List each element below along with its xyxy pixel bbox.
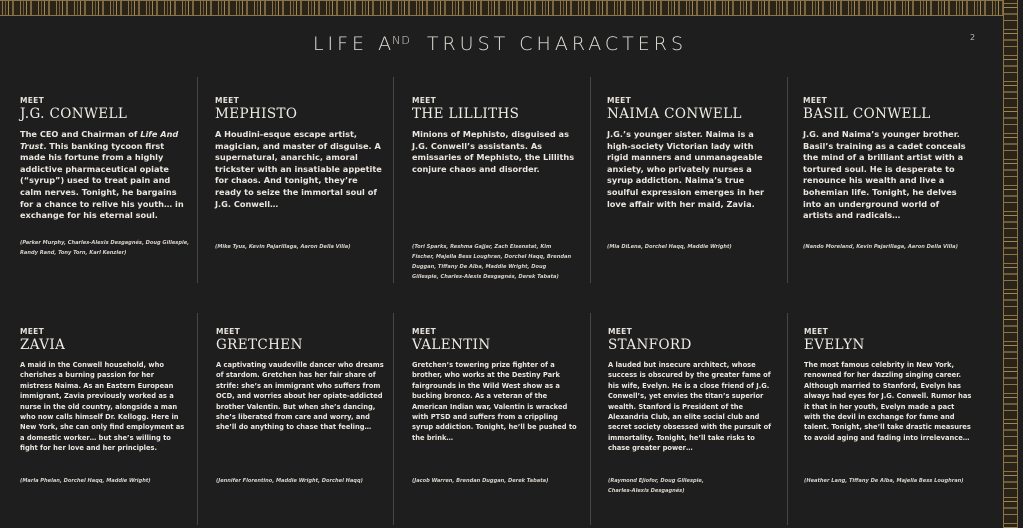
character-description: J.G. and Naima’s younger brother. Basil’s training as a cadet conceals the mind of a brilliant artist with a tortured soul. He is desperate to renounce his wealth and live a bohemian life. Tonight, he delves into an underground world of artists and radicals…	[803, 129, 966, 221]
character-card-mephisto	[215, 96, 383, 210]
character-name: VALENTIN	[412, 337, 491, 353]
title-part: LIFE A	[312, 33, 396, 55]
cast-list: (Marla Phelan, Dorchel Haqq, Maddie Wright)	[20, 478, 151, 484]
column-divider	[197, 77, 198, 283]
column-divider	[393, 313, 394, 525]
meet-label: MEET	[215, 96, 240, 105]
character-name: STANFORD	[608, 337, 692, 353]
cast-list: (Heather Lang, Tiffany De Alba, Majella Bess Loughran)	[804, 478, 964, 484]
meet-label: MEET	[20, 96, 45, 105]
title-part-small: ND	[392, 34, 411, 47]
character-card-the-lilliths	[412, 96, 580, 175]
cast-list: (Mia DiLena, Dorchel Haqq, Maddie Wright)	[607, 244, 732, 250]
meet-label: MEET	[412, 96, 437, 105]
character-description: A lauded but insecure architect, whose success is obscured by the greater fame of his wife, Evelyn. He is a close friend of J.G. Conwell’s, yet envies the titan’s superior wealth. Stanford is President of the Alexandria Club, an elite social club and secret society obsessed with the pursuit of immortality. Tonight, he’ll take risks to chase greater power…	[608, 361, 772, 453]
character-card-valentin	[412, 327, 580, 443]
page-title	[0, 33, 1000, 55]
character-description: The most famous celebrity in New York, renowned for her dazzling singing career. Although married to Stanford, Evelyn has always had eyes for J.G. Conwell. Rumor has it that in her youth, Evelyn made a pact with the devil in exchange for fame and talent. Tonight, she’ll take drastic measures to avoid aging and fading into irrelevance…	[804, 361, 972, 442]
character-description: The CEO and Chairman of Life And Trust. This banking tycoon first made his fortune from a highly addictive pharmaceutical opiate (“syrup”) used to treat pain and calm nerves. Tonight, he bargains for a chance to relive his youth… in exchange for his eternal soul.	[20, 129, 184, 221]
character-description: Minions of Mephisto, disguised as J.G. Conwell’s assistants. As emissaries of Mephisto, the Lilliths conjure chaos and disorder.	[412, 129, 575, 174]
character-name: MEPHISTO	[215, 106, 298, 122]
character-name: NAIMA CONWELL	[607, 106, 742, 122]
meet-label: MEET	[803, 96, 828, 105]
cast-list: (Mike Tyus, Kevin Pajarillaga, Aaron Della Villa)	[215, 244, 351, 250]
cast-list: (Nando Moreland, Kevin Pajarillaga, Aaron Della Villa)	[803, 244, 958, 250]
character-name: BASIL CONWELL	[803, 106, 931, 122]
cast-list: (Jennifer Florentino, Maddie Wright, Dorchel Haqq)	[216, 478, 363, 484]
character-card-stanford	[608, 327, 776, 454]
meet-label: MEET	[607, 96, 632, 105]
character-card-gretchen	[216, 327, 384, 433]
character-card-basil-conwell	[803, 96, 971, 222]
decorative-border-right	[1003, 0, 1018, 528]
meet-label: MEET	[20, 327, 45, 336]
character-description: A maid in the Conwell household, who cherishes a burning passion for her mistress Naima. As an Eastern European immigrant, Zavia previously worked as a nurse in the old country, alongside a man who now calls himself Dr. Kellogg. Here in New York, she can only find employment as a domestic worker… but she’s willing to fight for her love and her principles.	[20, 361, 185, 453]
character-name: J.G. CONWELL	[20, 106, 128, 122]
cast-list: (Tori Sparks, Reshma Gajjar, Zach Eisenstat, Kim Fischer, Majella Bess Loughran, Dorchel Haqq, Brendan Duggan, Tiffany De Alba, Maddie Wright, Doug Gillespie, Charles-Alexis Desgagnés, Derek Tabata)	[412, 244, 572, 280]
cast-list: (Parker Murphy, Charles-Alexis Desgagnés, Doug Gillespie, Randy Rand, Tony Torn, Karl Kenzler)	[20, 240, 190, 256]
character-name: THE LILLITHS	[412, 106, 520, 122]
column-divider	[787, 313, 788, 525]
meet-label: MEET	[412, 327, 437, 336]
page-number: 2	[970, 33, 976, 42]
cast-list: (Jacob Warren, Brendan Duggan, Derek Tabata)	[412, 478, 549, 484]
character-name: ZAVIA	[20, 337, 66, 353]
cast-list: (Raymond Ejiofor, Doug Gillespie, Charles-Alexis Desgagnés)	[608, 478, 704, 494]
character-description: A Houdini-esque escape artist, magician, and master of disguise. A supernatural, anarchic, amoral trickster with an insatiable appetite for chaos. And tonight, they’re ready to seize the immortal soul of J.G. Conwell…	[215, 129, 382, 209]
column-divider	[590, 77, 591, 283]
character-name: GRETCHEN	[216, 337, 303, 353]
column-divider	[197, 313, 198, 525]
character-card-naima-conwell	[607, 96, 775, 210]
character-description: A captivating vaudeville dancer who dreams of stardom. Gretchen has her fair share of strife: she’s an immigrant who suffers from OCD, and worries about her opiate-addicted brother Valentin. But when she’s dancing, she’s liberated from care and worry, and she’ll do anything to chase that feeling…	[216, 361, 384, 432]
character-description: Gretchen’s towering prize fighter of a brother, who works at the Destiny Park fairgrounds in the Wild West show as a bucking bronco. As a veteran of the American Indian war, Valentin is wracked with PTSD and suffers from a crippling syrup addiction. Tonight, he’ll be pushed to the brink…	[412, 361, 577, 442]
character-card-zavia	[20, 327, 188, 454]
character-name: EVELYN	[804, 337, 865, 353]
meet-label: MEET	[216, 327, 241, 336]
column-divider	[393, 77, 394, 283]
meet-label: MEET	[608, 327, 633, 336]
column-divider	[787, 77, 788, 283]
character-card-evelyn	[804, 327, 972, 443]
column-divider	[590, 313, 591, 525]
meet-label: MEET	[804, 327, 829, 336]
character-card-jg-conwell	[20, 96, 188, 222]
character-description: J.G.’s younger sister. Naima is a high-society Victorian lady with rigid manners and unmanageable anxiety, who privately nurses a syrup addiction. Naima’s true soulful expression emerges in her love affair with her maid, Zavia.	[607, 129, 765, 209]
decorative-border-top	[0, 0, 1018, 16]
title-part: TRUST CHARACTERS	[416, 33, 688, 55]
